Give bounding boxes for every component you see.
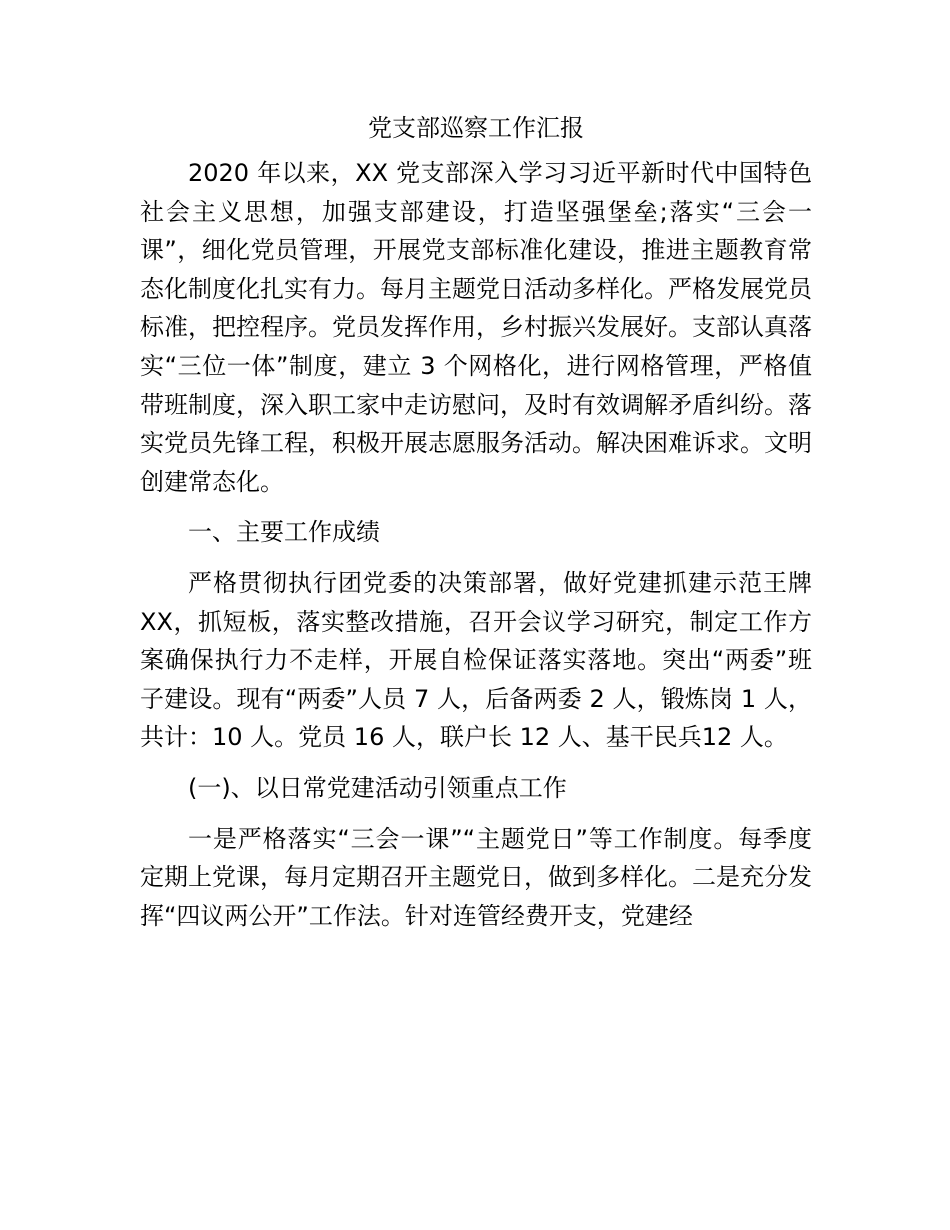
document-body xyxy=(140,108,812,935)
section-heading: 一、主要工作成绩 xyxy=(188,518,380,547)
intro-paragraph: 2020 年以来，XX 党支部深入学习习近平新时代中国特色社会主义思想，加强支部建设，打造坚强堡垒;落实“三会一课”，细化党员管理，开展党支部标准化建设，推进主题教育常态化制度化扎实有力。每月主题党日活动多样化。严格发展党员标准，把控程序。党员发挥作用，乡村振兴发展好。支部认真落实“三位一体”制度，建立 3 个网格化，进行网格管理，严格值带班制度，深入职工家中走访慰问，及时有效调解矛盾纠纷。落实党员先锋工程，积极开展志愿服务活动。解决困难诉求。文明创建常态化。 xyxy=(140,159,812,496)
section-paragraph: 严格贯彻执行团党委的决策部署，做好党建抓建示范王牌XX，抓短板，落实整改措施，召开会议学习研究，制定工作方案确保执行力不走样，开展自检保证落实落地。突出“两委”班子建设。现有“两委”人员 7 人，后备两委 2 人，锻炼岗 1 人，共计：10 人。党员 16 人，联户长 12 人、基干民兵12 人。 xyxy=(140,568,812,752)
document-title: 党支部巡察工作汇报 xyxy=(368,114,584,142)
subsection-paragraph: 一是严格落实“三会一课”“主题党日”等工作制度。每季度定期上党课，每月定期召开主题党日，做到多样化。二是充分发挥“四议两公开”工作法。针对连管经费开支，党建经 xyxy=(140,824,812,930)
subsection-heading: (一)、以日常党建活动引领重点工作 xyxy=(188,773,567,802)
